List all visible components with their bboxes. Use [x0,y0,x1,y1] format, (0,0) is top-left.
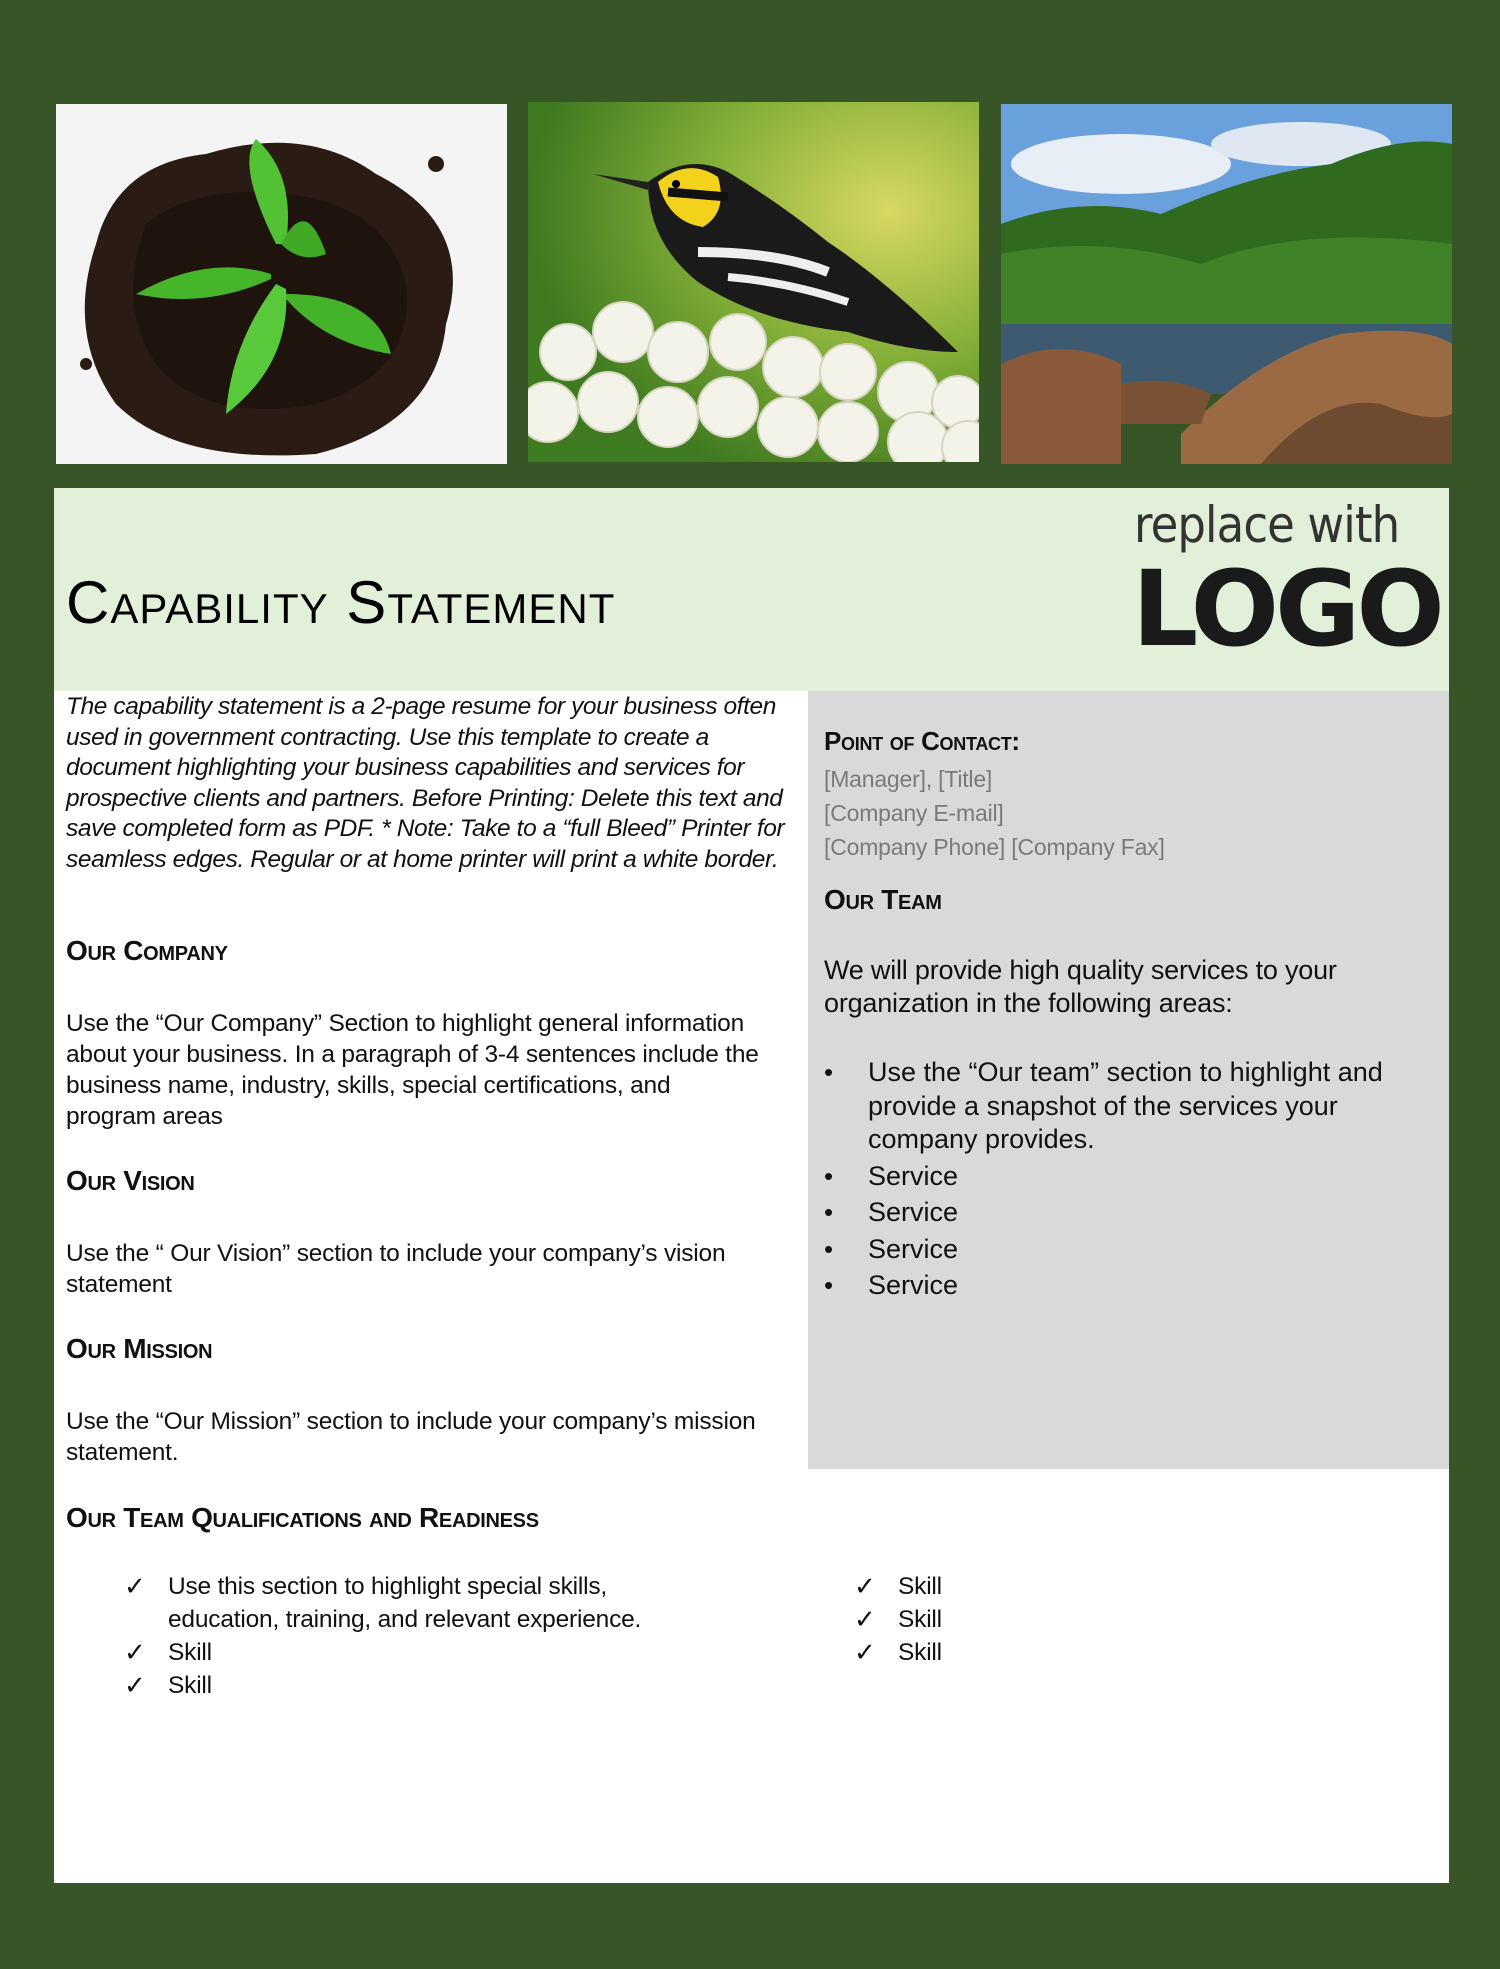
company-heading: Our Company [66,935,228,966]
contact-heading: Point of Contact: [824,726,1020,756]
list-item [854,1636,1154,1669]
skill-text: Skill [168,1639,212,1666]
skill-text: Skill [168,1672,212,1699]
list-item [124,1669,724,1702]
skills-list-right [854,1570,1154,1669]
list-item [854,1570,1154,1603]
services-list [824,1056,1424,1306]
contact-phone-fax: [Company Phone] [Company Fax] [824,834,1165,860]
company-text: Use the “Our Company” Section to highlight general information about your business. In a paragraph of 3-4 sentences include the business name, industry, skills, special certifications, and program areas [66,1010,759,1130]
checkmark-icon: ✓ [124,1670,146,1700]
logo-placeholder-caption: replace with [1134,496,1400,554]
contact-email: [Company E-mail] [824,800,1004,826]
bird-on-flowers-photo [528,102,979,462]
landscape-photo [1001,104,1452,464]
skills-list-left [124,1570,724,1702]
bird-image [528,102,979,462]
skill-text: Skill [898,1573,942,1600]
list-item: • Service [824,1196,1424,1230]
checkmark-icon: ✓ [854,1604,876,1634]
contact-manager-title: [Manager], [Title] [824,766,993,792]
logo-placeholder: LOGO [1132,548,1441,670]
vision-heading: Our Vision [66,1165,195,1196]
checkmark-icon: ✓ [124,1571,146,1601]
header-band [54,488,1449,691]
mission-heading: Our Mission [66,1333,213,1364]
skill-text: Skill [898,1639,942,1666]
vision-text: Use the “ Our Vision” section to include your company’s vision statement [66,1240,726,1298]
landscape-image [1001,104,1452,464]
mission-text: Use the “Our Mission” section to include your company’s mission statement. [66,1408,756,1466]
intro-text: The capability statement is a 2-page resume for your business often used in government contracting. Use this template to create a document highlighting your business capabilities and services for prospective clients and partners. Before Printing: Delete this text and save completed form as PDF. * Note: Take to a “full Bleed” Printer for seamless edges. Regular or at home printer will print a white border. [66,693,785,873]
skill-text: Skill [898,1606,942,1633]
team-text: We will provide high quality services to your organization in the following areas: [824,955,1337,1018]
list-item [124,1636,724,1669]
checkmark-icon: ✓ [854,1637,876,1667]
list-item: • Service [824,1160,1424,1194]
skill-text: Use this section to highlight special skills, education, training, and relevant experience. [168,1573,642,1633]
team-heading: Our Team [824,884,942,915]
seedling-photo [56,104,507,464]
page-title: Capability Statement [66,569,616,636]
seedling-image [56,104,507,464]
list-item: • Service [824,1269,1424,1303]
list-item [854,1603,1154,1636]
list-item [124,1570,724,1636]
checkmark-icon: ✓ [124,1637,146,1667]
checkmark-icon: ✓ [854,1571,876,1601]
qualifications-heading: Our Team Qualifications and Readiness [66,1502,539,1533]
list-item: • Service [824,1233,1424,1267]
list-item: • Use the “Our team” section to highlight and provide a snapshot of the services your company provides. [824,1056,1424,1157]
